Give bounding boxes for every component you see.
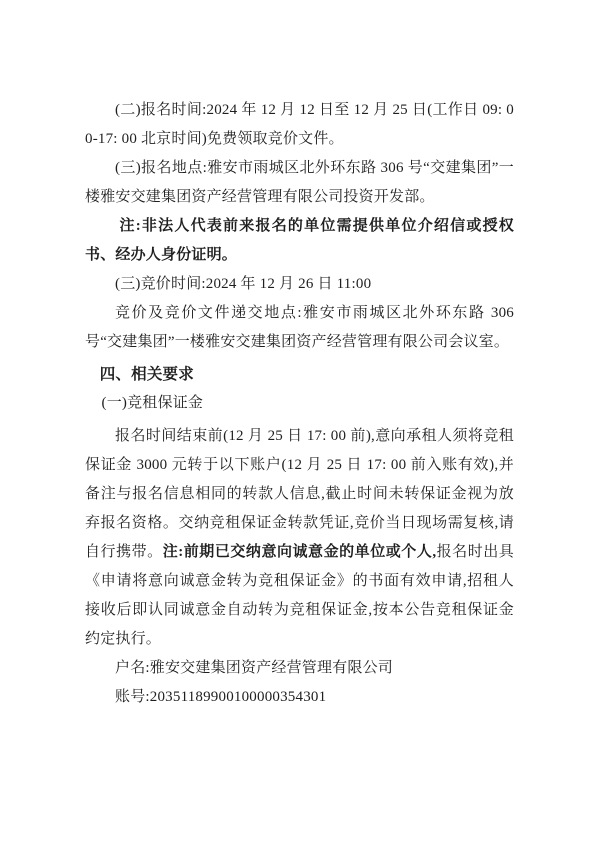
- account-name-line: 户名:雅安交建集团资产经营管理有限公司: [115, 660, 393, 676]
- para-bidding-time: (三)竞价时间:2024 年 12 月 26 日 11:00: [115, 276, 372, 292]
- deposit-rest-text: 报名时出具《申请将意向诚意金转为竞租保证金》的书面有效申请,招租人接收后即认同诚意金自动转为竞租保证金,按本公告竞租保证金约定执行。: [85, 544, 514, 647]
- account-number-line: 账号:20351189900100000354301: [115, 689, 327, 705]
- para-deposit-requirements: [85, 422, 514, 654]
- para-bidding-submission-location: 竞价及竞价文件递交地点:雅安市雨城区北外环东路 306 号“交建集团”一楼雅安交建集团资产经营管理有限公司会议室。: [85, 305, 514, 350]
- deposit-inline-note-text: 注:前期已交纳意向诚意金的单位或个人,: [162, 544, 437, 560]
- deposit-lead-text: 报名时间结束前(12 月 25 日 17: 00 前),意向承租人须将竞租保证金 3000 元转于以下账户(12 月 25 日 17: 00 前入账有效),并备注与报名信息相同的转款人信息,截止时间未转保证金视为放弃报名资格。交纳竞租保证金转款凭证,竞价当日现场需复核,请自行携带。: [85, 428, 514, 560]
- para-note-non-legal-representative: 注:非法人代表前来报名的单位需提供单位介绍信或授权书、经办人身份证明。: [85, 218, 514, 263]
- para-registration-time: (二)报名时间:2024 年 12 月 12 日至 12 月 25 日(工作日 09: 00-17: 00 北京时间)免费领取竞价文件。: [85, 102, 514, 147]
- subheading-bid-deposit: (一)竞租保证金: [101, 395, 204, 411]
- heading-related-requirements: 四、相关要求: [99, 366, 194, 383]
- para-registration-location: (三)报名地点:雅安市雨城区北外环东路 306 号“交建集团”一楼雅安交建集团资产经营管理有限公司投资开发部。: [85, 160, 514, 205]
